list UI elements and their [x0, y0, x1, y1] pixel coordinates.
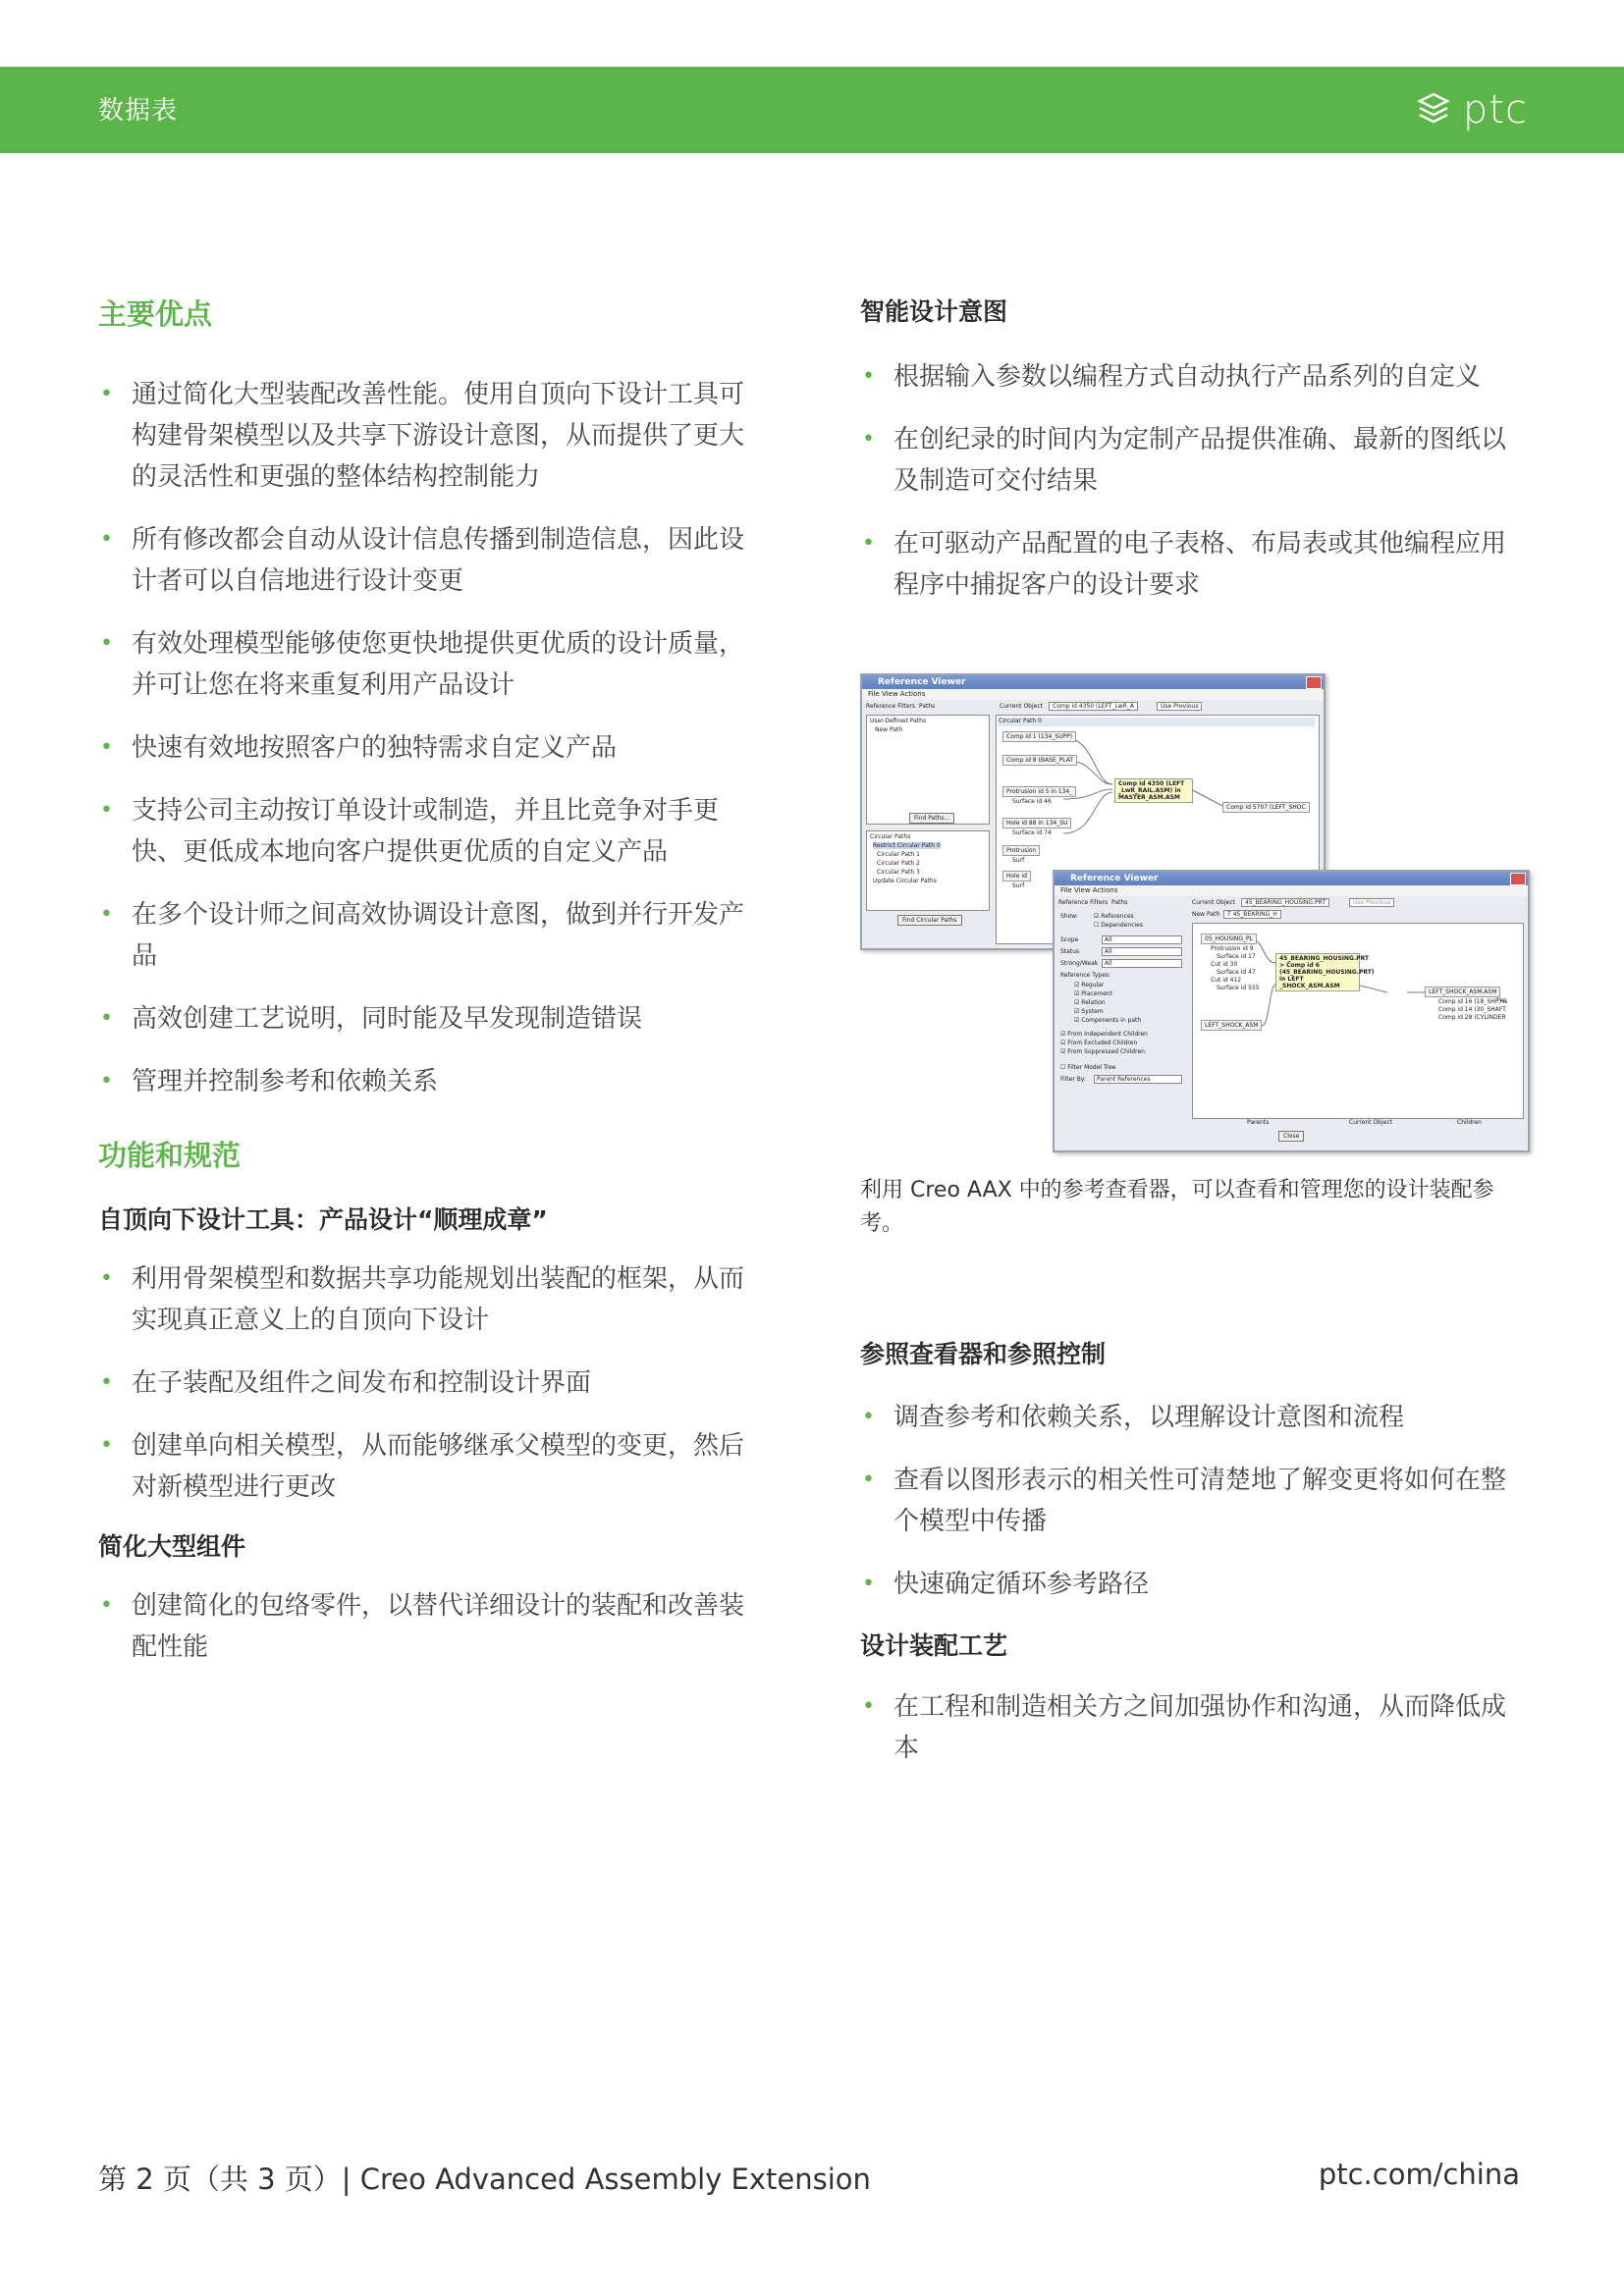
filter-checkbox[interactable]: ☑ From Independent Children [1060, 1031, 1148, 1038]
path-header-bar: Circular Path 0 [999, 718, 1315, 726]
scope-select[interactable]: All [1102, 935, 1182, 944]
process-list [860, 1686, 1528, 1769]
footer-page-info: 第 2 页（共 3 页）| Creo Advanced Assembly Extension [98, 2163, 871, 2196]
bullet-dot-icon: • [862, 1405, 875, 1429]
graph-node[interactable]: Comp id 8 (BASE_PLAT [1002, 755, 1077, 766]
ref-type-checkbox[interactable]: ☑ Components in path [1074, 1017, 1142, 1024]
list-item: • 所有修改都会自动从设计信息传播到制造信息，因此设计者可以自信地进行设计变更 [98, 519, 766, 602]
left-column [98, 294, 766, 1668]
list-item: • 在可驱动产品配置的电子表格、布局表或其他编程应用程序中捕捉客户的设计要求 [860, 523, 1528, 606]
graph-node[interactable]: Protrusion [1002, 845, 1040, 856]
graph-node[interactable]: Hole id [1002, 871, 1031, 881]
list-item: • 在创纪录的时间内为定制产品提供准确、最新的图纸以及制造可交付结果 [860, 419, 1528, 502]
process-title: 设计装配工艺 [860, 1631, 1008, 1660]
tab-reference-filters[interactable]: Reference Filters [1058, 899, 1109, 906]
refviewer-list [860, 1397, 1528, 1605]
current-object-label: Current Object [1192, 899, 1235, 906]
close-icon[interactable] [1306, 676, 1322, 689]
advantages-title: 主要优点 [98, 297, 213, 331]
list-item: • 在工程和制造相关方之间加强协作和沟通，从而降低成本 [860, 1686, 1528, 1769]
reference-viewer-screenshot [860, 673, 1528, 1152]
current-object-node[interactable]: Comp id 4350 (LEFT _LwR_RAIL.ASM) in MASTER_ASM.ASM [1114, 778, 1193, 803]
bullet-dot-icon: • [100, 1433, 113, 1459]
bullet-dot-icon: • [100, 1370, 113, 1396]
path-graph-panel: Circular Path 0 Comp id 1 (134_SUPP) Comp id 8 (BASE_PLAT Protrusion id 5 in 134_ Surface id 46 Hole id 88 in 134_SU Surface id 74 Protrusion Surf Hole id Surf Comp id 4350 (LEFT _LwR_RAIL.ASM) in MASTER_ASM.ASM Comp id 5707 (LEFT_SHOC [996, 715, 1320, 944]
list-item: • 快速有效地按照客户的独特需求自定义产品 [98, 727, 766, 769]
list-item: • 创建单向相关模型，从而能够继承父模型的变更，然后对新模型进行更改 [98, 1425, 766, 1508]
footer-website-link[interactable]: ptc.com/china [1318, 2158, 1520, 2191]
new-path-label[interactable]: New Path [1192, 911, 1220, 918]
circular-paths-panel: Circular Paths Restrict Circular Path 0 Circular Path 1 Circular Path 2 Circular Path 3 Update Circular Paths [866, 830, 990, 911]
tab-paths[interactable]: Paths [1111, 899, 1128, 906]
bullet-dot-icon: • [100, 901, 113, 927]
graph-node[interactable]: Comp id 5707 (LEFT_SHOC [1222, 802, 1310, 813]
list-item: • 有效处理模型能够使您更快地提供更优质的设计质量，并可让您在将来重复利用产品设计 [98, 623, 766, 706]
bullet-dot-icon: • [100, 797, 113, 823]
intent-list [860, 356, 1528, 606]
show-dependencies-checkbox[interactable]: ☐ Dependencies [1094, 922, 1143, 929]
topdown-title: 自顶向下设计工具：产品设计“顺理成章” [98, 1205, 548, 1235]
bullet-dot-icon: • [862, 427, 875, 452]
list-item: • 支持公司主动按订单设计或制造，并且比竞争对手更快、更低成本地向客户提供更优质的自定义产品 [98, 790, 766, 873]
bullet-dot-icon: • [100, 1593, 113, 1619]
use-previous-dropdown[interactable]: Use Previous [1157, 702, 1202, 711]
window-titlebar: Reference Viewer [1055, 872, 1528, 885]
figure-caption: 利用 Creo AAX 中的参考查看器，可以查看和管理您的设计装配参考。 [860, 1178, 1494, 1236]
close-icon[interactable] [1510, 873, 1526, 885]
graph-node[interactable]: Hole id 88 in 134_SU [1002, 818, 1071, 828]
filter-by-select[interactable]: Parent References [1094, 1075, 1182, 1084]
reference-viewer-window-front: Reference Viewer File View Actions Reference Filters Paths Show: ☑ References ☐ Dependencies Scope All Status All Strong/Weak All Reference Types: ☑ Regular ☑ Placement ☑ Relation ☑ System ☑ Components in path ☑ From Independent Children ☑ From Excluded Children ☑ From Suppressed Children ☐ Filter Model Tree Filter By: Parent References Current Object 45_BEARING_HOUSING.PRT Use Previous New Path T 45_BEARING_H 05_HOUSING_PL Protrusion id 9 Surface id 17 Cut id 30 Surface id 47 Cut id 412 Surface id 555 LEFT_SHOCK_ASM 45_BEARING_HOUSING.PRT > Comp id 6 (45_BEARING_HOUSING.PRT) in LEFT _SHOCK_ASM.ASM LEFT_SHOCK_ASM.ASM Comp id 16 (18_SHP.PR Comp id 14 (30_SHAFT. Comp id 28 (CYLINDER Parents Current Object Children Close [1053, 870, 1530, 1152]
bullet-dot-icon: • [100, 1005, 113, 1031]
graph-node[interactable]: Protrusion id 5 in 134_ [1002, 786, 1076, 797]
list-item: • 快速确定循环参考路径 [860, 1564, 1528, 1605]
refviewer-title: 参照查看器和参照控制 [860, 1340, 1107, 1368]
bullet-dot-icon: • [862, 1468, 875, 1492]
current-object-field[interactable]: Comp id 4350 (LEFT_LwR_A [1049, 702, 1138, 711]
path-field[interactable]: T 45_BEARING_H [1223, 910, 1281, 919]
ref-type-checkbox[interactable]: ☑ Relation [1074, 999, 1106, 1006]
list-item: • 管理并控制参考和依赖关系 [98, 1061, 766, 1102]
close-button[interactable]: Close [1278, 1131, 1304, 1142]
tab-reference-filters[interactable]: Reference Filters [866, 703, 916, 710]
show-references-checkbox[interactable]: ☑ References [1094, 913, 1134, 920]
list-item: • 根据输入参数以编程方式自动执行产品系列的自定义 [860, 356, 1528, 398]
filter-checkbox[interactable]: ☑ From Suppressed Children [1060, 1048, 1145, 1055]
current-object-field[interactable]: 45_BEARING_HOUSING.PRT [1241, 898, 1329, 907]
list-item: • 调查参考和依赖关系，以理解设计意图和流程 [860, 1397, 1528, 1438]
bullet-dot-icon: • [862, 531, 875, 556]
graph-node[interactable]: LEFT_SHOCK_ASM [1201, 1020, 1262, 1031]
use-previous-dropdown[interactable]: Use Previous [1349, 898, 1394, 907]
list-item: • 通过简化大型装配改善性能。使用自顶向下设计工具可构建骨架模型以及共享下游设计意图，从而提供了更大的灵活性和更强的整体结构控制能力 [98, 374, 766, 498]
list-item: • 查看以图形表示的相关性可清楚地了解变更将如何在整个模型中传播 [860, 1460, 1528, 1542]
bullet-dot-icon: • [100, 381, 113, 406]
current-object-label: Current Object [1000, 703, 1043, 710]
features-title: 功能和规范 [98, 1138, 242, 1172]
topdown-list [98, 1258, 766, 1508]
graph-node[interactable]: LEFT_SHOCK_ASM.ASM [1425, 987, 1500, 997]
bullet-dot-icon: • [100, 1068, 113, 1094]
list-item: • 在多个设计师之间高效协调设计意图，做到并行开发产品 [98, 894, 766, 977]
user-paths-panel: User-Defined Paths New Path [866, 715, 990, 825]
strong-weak-select[interactable]: All [1102, 959, 1182, 968]
list-item: • 高效创建工艺说明，同时能及早发现制造错误 [98, 998, 766, 1040]
window-menubar: File View Actions [1055, 885, 1528, 896]
right-column-lower [860, 1337, 1528, 1769]
logo-text: ptc [1462, 87, 1528, 133]
ref-type-checkbox[interactable]: ☑ Placement [1074, 990, 1112, 997]
graph-node[interactable]: 05_HOUSING_PL [1201, 934, 1257, 944]
find-circular-paths-button[interactable]: Find Circular Paths [897, 915, 962, 926]
header-bar [0, 67, 1624, 153]
ptc-logo-icon [1414, 90, 1453, 130]
bullet-dot-icon: • [100, 1266, 113, 1292]
current-object-node[interactable]: 45_BEARING_HOUSING.PRT > Comp id 6 (45_BEARING_HOUSING.PRT) in LEFT _SHOCK_ASM.ASM [1275, 953, 1360, 991]
bullet-dot-icon: • [862, 1572, 875, 1596]
bullet-dot-icon: • [862, 1694, 875, 1719]
status-select[interactable]: All [1102, 947, 1182, 956]
filter-checkbox[interactable]: ☑ From Excluded Children [1060, 1040, 1138, 1046]
list-item: • 利用骨架模型和数据共享功能规划出装配的框架，从而实现真正意义上的自顶向下设计 [98, 1258, 766, 1341]
filter-checkbox[interactable]: ☐ Filter Model Tree [1060, 1064, 1116, 1071]
window-titlebar: Reference Viewer [862, 675, 1324, 689]
simplify-title: 简化大型组件 [98, 1532, 246, 1562]
window-menubar: File View Actions [862, 689, 1324, 700]
list-item: • 创建简化的包络零件，以替代详细设计的装配和改善装配性能 [98, 1585, 766, 1668]
bullet-dot-icon: • [862, 364, 875, 389]
right-column [860, 294, 1528, 606]
advantages-list [98, 374, 766, 1102]
list-item: • 在子装配及组件之间发布和控制设计界面 [98, 1362, 766, 1404]
graph-node[interactable]: Comp id 1 (134_SUPP) [1002, 731, 1076, 742]
tab-paths[interactable]: Paths [919, 703, 936, 710]
intent-title: 智能设计意图 [860, 297, 1008, 326]
reference-graph-panel: 05_HOUSING_PL Protrusion id 9 Surface id 17 Cut id 30 Surface id 47 Cut id 412 Surface id 555 LEFT_SHOCK_ASM 45_BEARING_HOUSING.PRT > Comp id 6 (45_BEARING_HOUSING.PRT) in LEFT _SHOCK_ASM.ASM LEFT_SHOCK_ASM.ASM Comp id 16 (18_SHP.PR Comp id 14 (30_SHAFT. Comp id 28 (CYLINDER [1192, 923, 1524, 1119]
bullet-dot-icon: • [100, 734, 113, 760]
ref-type-checkbox[interactable]: ☑ System [1074, 1008, 1104, 1015]
bullet-dot-icon: • [100, 526, 113, 552]
simplify-list [98, 1585, 766, 1668]
ptc-logo[interactable] [1414, 86, 1528, 133]
bullet-dot-icon: • [100, 630, 113, 656]
find-paths-button[interactable]: Find Paths... [909, 813, 954, 824]
ref-type-checkbox[interactable]: ☑ Regular [1074, 982, 1105, 988]
header-title: 数据表 [98, 96, 179, 126]
